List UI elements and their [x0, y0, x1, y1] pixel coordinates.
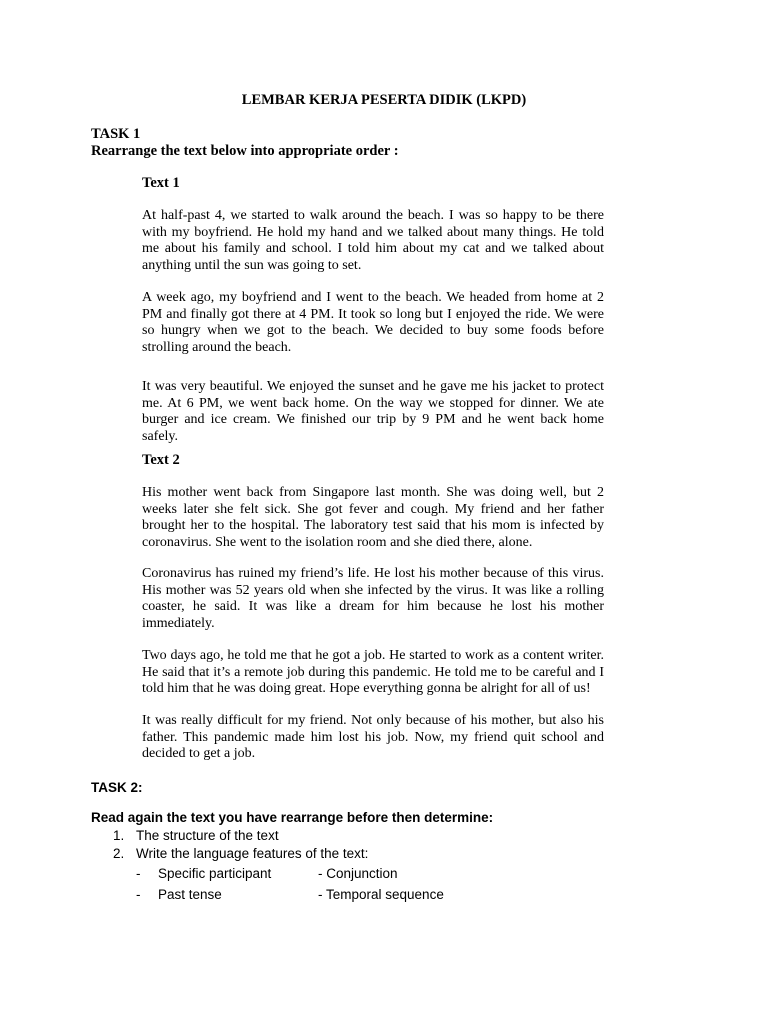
feature-bullet-2: - [136, 887, 141, 902]
text1-paragraph-1: At half-past 4, we started to walk around the beach. I was so happy to be there with my boyfriend. He hold my hand and we talked about many things. He told me about his family and school. I told him about my cat and we talked about anything until the sun was going to set. [142, 208, 604, 273]
text2-paragraph-2: Coronavirus has ruined my friend’s life. He lost his mother because of this virus. His mother was 52 years old when she infected by the virus. It was like a rolling coaster, he said. It was like a dream for him because he lost his mother immediately. [142, 566, 604, 631]
document-title: LEMBAR KERJA PESERTA DIDIK (LKPD) [241, 92, 527, 108]
task1-heading: TASK 1 [91, 126, 141, 142]
text2-heading: Text 2 [142, 452, 180, 468]
task1-instruction: Rearrange the text below into appropriate order : [91, 143, 399, 159]
text2-paragraph-4: It was really difficult for my friend. Not only because of his mother, but also his father. This pandemic made him lost his job. Now, my friend quit school and decided to get a job. [142, 713, 604, 762]
task2-instruction: Read again the text you have rearrange before then determine: [91, 810, 494, 825]
text2-paragraph-1: His mother went back from Singapore last month. She was doing well, but 2 weeks later she felt sick. She got fever and cough. My friend and her father brought her to the hospital. The laboratory test said that his mom is infected by coronavirus. She went to the isolation room and she died there, alone. [142, 485, 604, 550]
task2-item-number-1: 1. [113, 828, 125, 843]
feature-specific-participant: Specific participant [158, 866, 272, 881]
feature-bullet-1: - [136, 866, 141, 881]
text2-paragraph-3: Two days ago, he told me that he got a job. He started to work as a content writer. He said that it’s a remote job during this pandemic. He told me to be careful and I told him that he was doing great. Hope everything gonna be alright for all of us! [142, 648, 604, 697]
text1-paragraph-3: It was very beautiful. We enjoyed the sunset and he gave me his jacket to protect me. At 6 PM, we went back home. On the way we stopped for dinner. We ate burger and ice cream. We finished our trip by 9 PM and he went back home safely. [142, 379, 604, 444]
feature-conjunction: - Conjunction [318, 866, 398, 881]
task2-item-text-2: Write the language features of the text: [136, 846, 369, 861]
feature-past-tense: Past tense [158, 887, 222, 902]
feature-temporal-sequence: - Temporal sequence [318, 887, 444, 902]
task2-item-number-2: 2. [113, 846, 125, 861]
text1-heading: Text 1 [142, 175, 180, 191]
task2-item-text-1: The structure of the text [136, 828, 279, 843]
task2-heading: TASK 2: [91, 780, 143, 795]
text1-paragraph-2: A week ago, my boyfriend and I went to the beach. We headed from home at 2 PM and finally got there at 4 PM. It took so long but I enjoyed the ride. We were so hungry when we got to the beach. We decided to buy some foods before strolling around the beach. [142, 290, 604, 355]
